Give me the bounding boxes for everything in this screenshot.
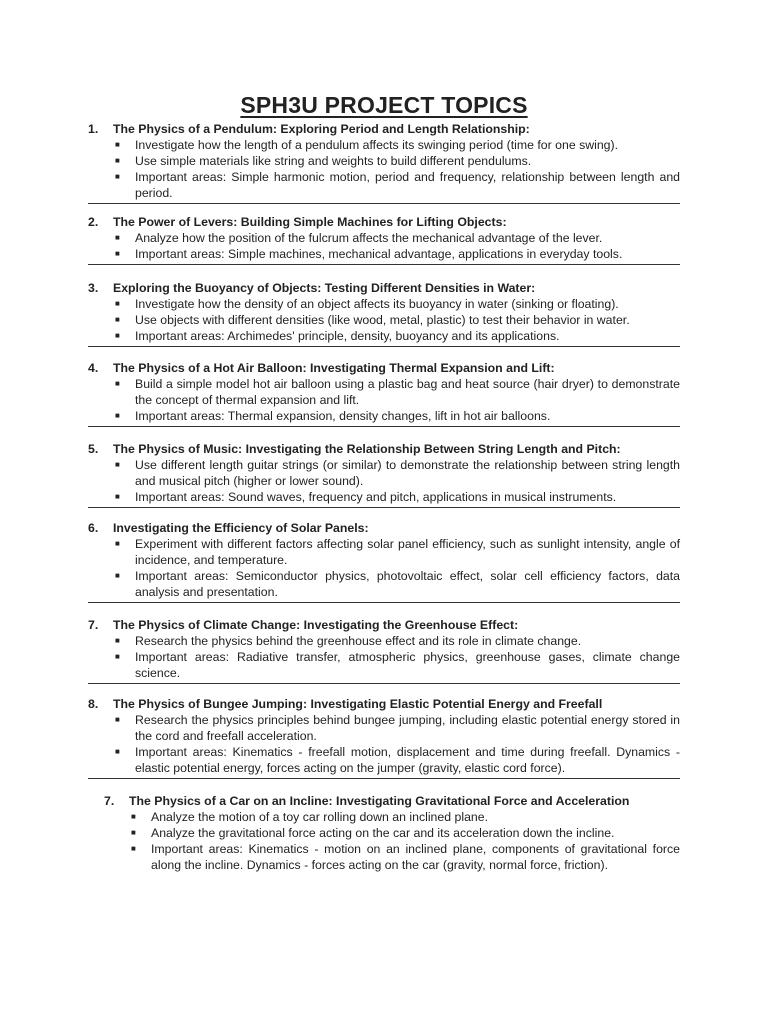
square-bullet-icon: ■ (115, 299, 120, 308)
bullet-text: Use different length guitar strings (or similar) to demonstrate the relationship between string length and musical pitch (higher or lower sound). (135, 458, 680, 488)
topic-heading (88, 442, 680, 457)
square-bullet-icon: ■ (131, 812, 136, 821)
square-bullet-icon: ■ (115, 715, 120, 724)
bullet-list (88, 633, 680, 681)
topic-number: 7. (104, 794, 115, 808)
topic-section (88, 361, 680, 427)
bullet-list (88, 376, 680, 424)
topic-heading (88, 215, 680, 230)
bullet-text: Use objects with different densities (like wood, metal, plastic) to test their behavior in water. (135, 313, 630, 327)
list-item (88, 649, 680, 681)
square-bullet-icon: ■ (115, 652, 120, 661)
list-item (88, 169, 680, 201)
topic-number: 7. (88, 618, 99, 632)
topic-section (88, 281, 680, 347)
topic-number: 1. (88, 122, 99, 136)
list-item (88, 408, 680, 424)
topic-number: 3. (88, 281, 99, 295)
topic-title: The Power of Levers: Building Simple Machines for Lifting Objects: (113, 215, 507, 229)
bullet-text: Analyze the motion of a toy car rolling down an inclined plane. (151, 810, 488, 824)
bullet-list (88, 712, 680, 776)
topic-section (88, 697, 680, 779)
list-item (88, 489, 680, 505)
list-item (88, 568, 680, 600)
topic-number: 8. (88, 697, 99, 711)
list-item (88, 712, 680, 744)
square-bullet-icon: ■ (115, 172, 120, 181)
square-bullet-icon: ■ (115, 331, 120, 340)
topic-heading (88, 521, 680, 536)
bullet-text: Analyze how the position of the fulcrum affects the mechanical advantage of the lever. (135, 231, 603, 245)
list-item (88, 376, 680, 408)
bullet-text: Research the physics principles behind bungee jumping, including elastic potential energy stored in the cord and freefall acceleration. (135, 713, 680, 743)
list-item (88, 230, 680, 246)
bullet-text: Use simple materials like string and weights to build different pendulums. (135, 154, 532, 168)
topic-title: Investigating the Efficiency of Solar Panels: (113, 521, 369, 535)
square-bullet-icon: ■ (115, 156, 120, 165)
list-item (104, 825, 680, 841)
bullet-text: Important areas: Archimedes' principle, density, buoyancy and its applications. (135, 329, 560, 343)
list-item (88, 137, 680, 153)
topic-number: 6. (88, 521, 99, 535)
bullet-list (88, 296, 680, 344)
topic-section (88, 618, 680, 684)
topic-title: The Physics of Climate Change: Investigating the Greenhouse Effect: (113, 618, 519, 632)
list-item (88, 633, 680, 649)
list-item (88, 312, 680, 328)
topic-title: The Physics of a Pendulum: Exploring Period and Length Relationship: (113, 122, 530, 136)
bullet-list (88, 536, 680, 600)
list-item (88, 296, 680, 312)
square-bullet-icon: ■ (115, 249, 120, 258)
topic-number: 4. (88, 361, 99, 375)
square-bullet-icon: ■ (115, 233, 120, 242)
bullet-list (88, 137, 680, 201)
bullet-text: Important areas: Kinematics - motion on an inclined plane, components of gravitational force along the incline. Dynamics - forces acting on the car (gravity, normal force, friction). (151, 842, 680, 872)
square-bullet-icon: ■ (115, 460, 120, 469)
page-title: SPH3U PROJECT TOPICS (240, 92, 528, 118)
topic-section (88, 215, 680, 265)
bullet-text: Important areas: Kinematics - freefall motion, displacement and time during freefall. Dynamics - elastic potential energy, forces acting on the jumper (gravity, elastic cord force). (135, 745, 680, 775)
topic-number: 5. (88, 442, 99, 456)
topic-heading (88, 361, 680, 376)
bullet-text: Experiment with different factors affecting solar panel efficiency, such as sunlight intensity, angle of incidence, and temperature. (135, 537, 680, 567)
list-item (104, 809, 680, 825)
topic-section (88, 122, 680, 204)
list-item (88, 457, 680, 489)
bullet-text: Investigate how the length of a pendulum affects its swinging period (time for one swing). (135, 138, 619, 152)
list-item (88, 744, 680, 776)
square-bullet-icon: ■ (115, 140, 120, 149)
topic-heading (88, 122, 680, 137)
bullet-text: Important areas: Radiative transfer, atmospheric physics, greenhouse gases, climate change science. (135, 650, 680, 680)
bullet-list (88, 457, 680, 505)
list-item (104, 841, 680, 873)
topic-section (88, 442, 680, 508)
square-bullet-icon: ■ (115, 636, 120, 645)
bullet-text: Analyze the gravitational force acting on the car and its acceleration down the incline. (151, 826, 615, 840)
bullet-text: Important areas: Semiconductor physics, photovoltaic effect, solar cell efficiency factors, data analysis and presentation. (135, 569, 680, 599)
bullet-text: Important areas: Sound waves, frequency and pitch, applications in musical instruments. (135, 490, 617, 504)
topic-number: 2. (88, 215, 99, 229)
bullet-text: Investigate how the density of an object affects its buoyancy in water (sinking or floating). (135, 297, 619, 311)
square-bullet-icon: ■ (115, 315, 120, 324)
topic-title: The Physics of Music: Investigating the Relationship Between String Length and Pitch: (113, 442, 621, 456)
topic-title: The Physics of Bungee Jumping: Investigating Elastic Potential Energy and Freefall (113, 697, 603, 711)
square-bullet-icon: ■ (115, 411, 120, 420)
topic-heading (88, 281, 680, 296)
list-item (88, 328, 680, 344)
topic-section (104, 794, 680, 873)
bullet-text: Important areas: Simple harmonic motion, period and frequency, relationship between length and period. (135, 170, 680, 200)
bullet-text: Build a simple model hot air balloon using a plastic bag and heat source (hair dryer) to demonstrate the concept of thermal expansion and lift. (135, 377, 680, 407)
list-item (88, 536, 680, 568)
bullet-text: Important areas: Thermal expansion, density changes, lift in hot air balloons. (135, 409, 551, 423)
square-bullet-icon: ■ (131, 844, 136, 853)
topic-heading (88, 618, 680, 633)
topic-section (88, 521, 680, 603)
list-item (88, 153, 680, 169)
square-bullet-icon: ■ (115, 492, 120, 501)
square-bullet-icon: ■ (115, 571, 120, 580)
square-bullet-icon: ■ (115, 539, 120, 548)
bullet-list (88, 230, 680, 262)
square-bullet-icon: ■ (131, 828, 136, 837)
square-bullet-icon: ■ (115, 747, 120, 756)
topic-title: The Physics of a Car on an Incline: Investigating Gravitational Force and Acceleration (129, 794, 630, 808)
bullet-text: Research the physics behind the greenhouse effect and its role in climate change. (135, 634, 582, 648)
topic-heading (104, 794, 680, 809)
topic-title: The Physics of a Hot Air Balloon: Investigating Thermal Expansion and Lift: (113, 361, 555, 375)
list-item (88, 246, 680, 262)
bullet-list (104, 809, 680, 873)
topic-title: Exploring the Buoyancy of Objects: Testing Different Densities in Water: (113, 281, 536, 295)
square-bullet-icon: ■ (115, 379, 120, 388)
topic-heading (88, 697, 680, 712)
bullet-text: Important areas: Simple machines, mechanical advantage, applications in everyday tools. (135, 247, 623, 261)
